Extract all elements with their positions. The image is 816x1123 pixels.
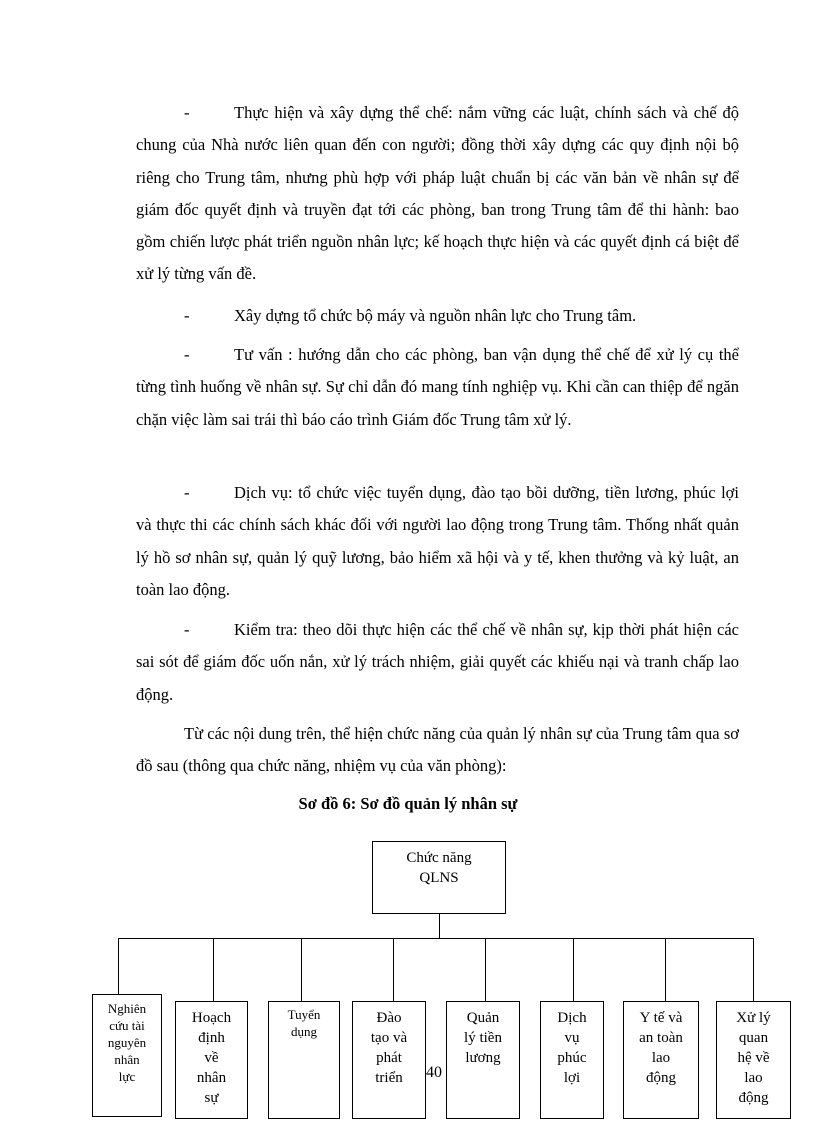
child-line: tạo và	[370, 1030, 408, 1046]
child-box	[446, 1001, 520, 1119]
child-line: phúc	[557, 1050, 587, 1066]
child-connector	[485, 938, 486, 1001]
root-box	[372, 841, 506, 914]
child-connector	[213, 938, 214, 1001]
child-line: Quản	[466, 1010, 500, 1026]
child-box	[268, 1001, 340, 1119]
paragraph-text: Thực hiện và xây dựng thể chế: nắm vững các luật, chính sách và chế độ chung của Nhà nước liên quan đến con người; đồng thời xây dựng các quy định nội bộ riêng cho Trung tâm, nhưng phù hợp với pháp luật chuẩn bị các văn bản về nhân sự để giám đốc quyết định và truyền đạt tới các phòng, ban trong Trung tâm để thi hành: bao gồm chiến lược phát triển nguồn nhân lực; kế hoạch thực hiện và các quyết định cá biệt để xử lý từng vấn đề.	[136, 103, 739, 284]
bullet-dash: -	[184, 345, 190, 364]
child-box	[175, 1001, 248, 1119]
child-line: lương	[465, 1050, 501, 1066]
child-line: nhân	[114, 1052, 140, 1067]
child-line: Y tế và	[639, 1010, 683, 1026]
paragraph-text: Dịch vụ: tổ chức việc tuyển dụng, đào tạo bồi dưỡng, tiền lương, phúc lợi và thực thi các chính sách khác đối với người lao động trong Trung tâm. Thống nhất quản lý hồ sơ nhân sự, quản lý quỹ lương, bảo hiểm xã hội và y tế, khen thưởng và kỷ luật, an toàn lao động.	[136, 483, 739, 599]
root-connector	[439, 914, 440, 938]
child-line: lao	[651, 1050, 671, 1066]
child-box	[623, 1001, 699, 1119]
child-box	[716, 1001, 791, 1119]
child-line: Dịch	[557, 1010, 587, 1026]
bullet-dash: -	[184, 306, 190, 325]
child-line: dụng	[291, 1024, 317, 1039]
paragraph-to-chuc	[136, 300, 739, 332]
child-line: lực	[118, 1069, 136, 1084]
child-line: động	[646, 1070, 676, 1086]
paragraph-tu-van	[136, 339, 739, 436]
child-line: triển	[375, 1070, 403, 1086]
child-line: Hoạch	[191, 1010, 232, 1026]
child-connector	[301, 938, 302, 1001]
child-line: vụ	[564, 1030, 580, 1046]
child-line: cứu tài	[109, 1018, 145, 1033]
child-line: an toàn	[639, 1030, 683, 1046]
child-connector	[118, 938, 119, 994]
bullet-dash: -	[184, 483, 190, 502]
child-line: Nghiên	[107, 1001, 147, 1016]
diagram-caption: Sơ đồ 6: Sơ đồ quản lý nhân sự	[298, 794, 518, 813]
child-connector	[573, 938, 574, 1001]
child-box	[92, 994, 162, 1117]
child-line: lý tiền	[464, 1030, 502, 1046]
child-line: định	[198, 1030, 225, 1046]
child-line: lợi	[563, 1070, 581, 1086]
child-line: hệ về	[737, 1050, 770, 1066]
child-box	[540, 1001, 604, 1119]
root-line: QLNS	[419, 870, 459, 886]
bullet-dash: -	[184, 103, 190, 122]
child-connector	[665, 938, 666, 1001]
child-line: phát	[376, 1050, 402, 1066]
paragraph-kiem-tra	[136, 614, 739, 711]
child-line: về	[204, 1050, 219, 1066]
intro-paragraph: Từ các nội dung trên, thể hiện chức năng của quản lý nhân sự của Trung tâm qua sơ đồ sau (thông qua chức năng, nhiệm vụ của văn phòng):	[136, 724, 739, 776]
child-line: Tuyển	[287, 1007, 321, 1022]
page-number: 40	[426, 1064, 442, 1081]
paragraph-text: Xây dựng tổ chức bộ máy và nguồn nhân lực cho Trung tâm.	[234, 306, 637, 325]
paragraph-the-che	[136, 97, 739, 291]
child-connector	[753, 938, 754, 1001]
child-line: lao	[744, 1070, 763, 1086]
child-line: Đào	[376, 1010, 402, 1026]
child-line: nguyên	[107, 1035, 147, 1050]
child-line: sự	[204, 1090, 219, 1106]
root-line: Chức năng	[406, 850, 472, 866]
child-line: Xử lý	[736, 1010, 771, 1026]
child-connector	[393, 938, 394, 1001]
bullet-dash: -	[184, 620, 190, 639]
child-box	[352, 1001, 426, 1119]
paragraph-dich-vu	[136, 477, 739, 606]
child-line: nhân	[196, 1070, 227, 1086]
paragraph-text: Kiểm tra: theo dõi thực hiện các thể chế về nhân sự, kịp thời phát hiện các sai sót để giám đốc uốn nắn, xử lý trách nhiệm, giải quyết các khiếu nại và tranh chấp lao động.	[136, 620, 739, 704]
child-line: động	[738, 1090, 769, 1106]
child-line: quan	[738, 1030, 769, 1046]
paragraph-text: Tư vấn : hướng dẫn cho các phòng, ban vận dụng thể chế để xử lý cụ thể từng tình huống về nhân sự. Sự chỉ dẫn đó mang tính nghiệp vụ. Khi cần can thiệp để ngăn chặn việc làm sai trái thì báo cáo trình Giám đốc Trung tâm xử lý.	[136, 345, 739, 429]
